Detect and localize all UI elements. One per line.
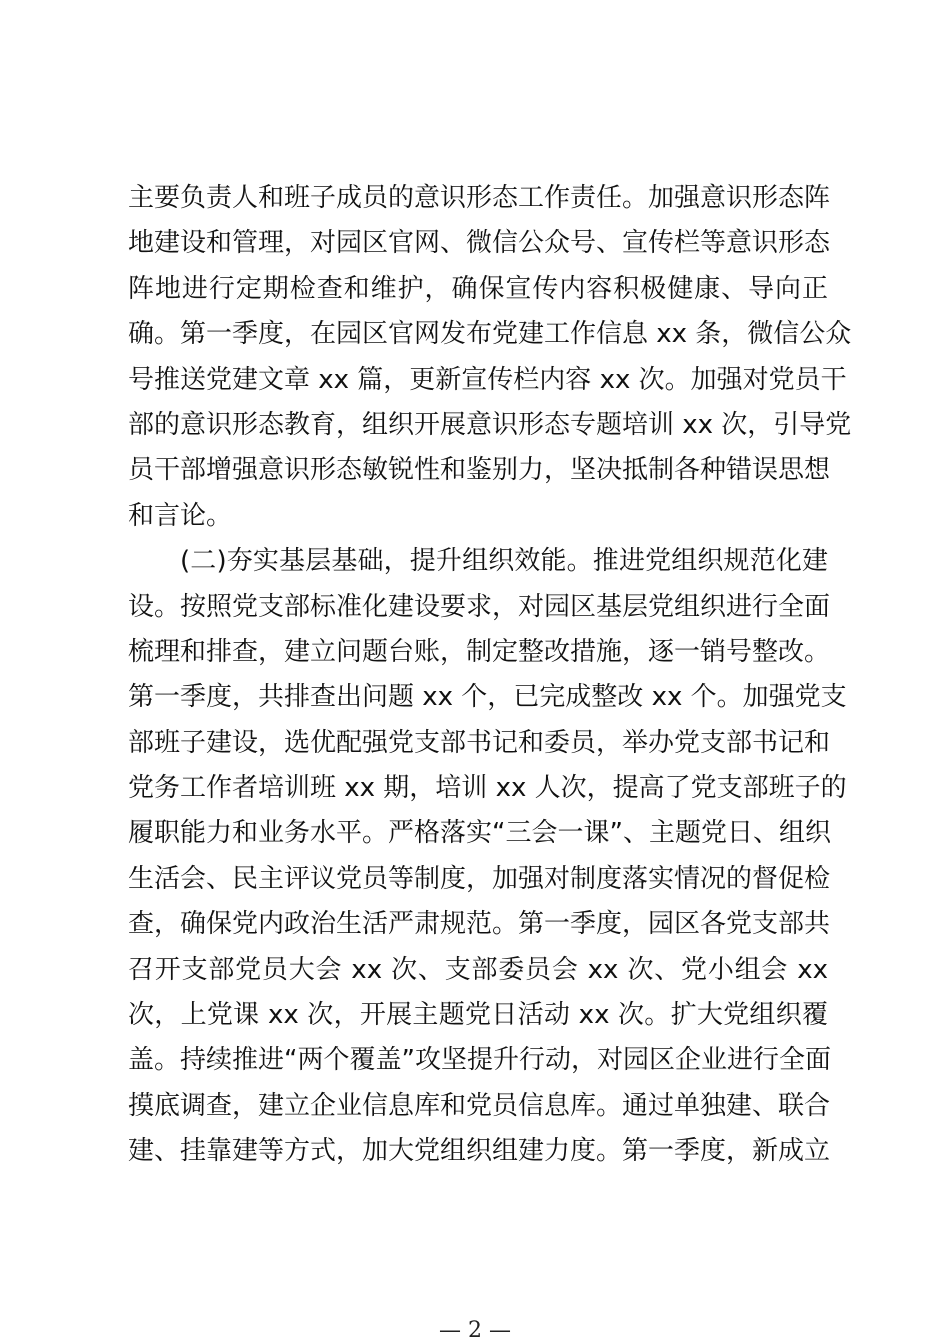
text-line: 号推送党建文章 xx 篇，更新宣传栏内容 xx 次。加强对党员干 bbox=[128, 364, 847, 395]
text-line: 地建设和管理，对园区官网、微信公众号、宣传栏等意识形态 bbox=[128, 228, 831, 259]
text-line: 主要负责人和班子成员的意识形态工作责任。加强意识形态阵 bbox=[128, 183, 831, 213]
text-line: 和言论。 bbox=[128, 500, 233, 531]
text-line: 建、挂靠建等方式，加大党组织组建力度。第一季度，新成立 bbox=[128, 1136, 831, 1167]
text-line: 部的意识形态教育，组织开展意识形态专题培训 xx 次，引导党 bbox=[128, 409, 852, 440]
text-line: 生活会、民主评议党员等制度，加强对制度落实情况的督促检 bbox=[128, 863, 831, 894]
text-line: 部班子建设，选优配强党支部书记和委员，举办党支部书记和 bbox=[128, 727, 831, 758]
text-line: 摸底调查，建立企业信息库和党员信息库。通过单独建、联合 bbox=[128, 1090, 831, 1121]
text-line: 查，确保党内政治生活严肃规范。第一季度，园区各党支部共 bbox=[128, 909, 831, 940]
text-line: 第一季度，共排查出问题 xx 个，已完成整改 xx 个。加强党支 bbox=[128, 682, 847, 713]
text-line: 阵地进行定期检查和维护，确保宣传内容积极健康、导向正 bbox=[128, 273, 828, 304]
text-line: 召开支部党员大会 xx 次、支部委员会 xx 次、党小组会 xx bbox=[128, 954, 828, 985]
text-line: (二)夯实基层基础，提升组织效能。推进党组织规范化建 bbox=[180, 546, 828, 577]
text-line: 党务工作者培训班 xx 期，培训 xx 人次，提高了党支部班子的 bbox=[128, 773, 847, 804]
paragraph-2 bbox=[128, 539, 847, 1174]
text-line: 次，上党课 xx 次，开展主题党日活动 xx 次。扩大党组织覆 bbox=[128, 1000, 828, 1031]
text-line: 梳理和排查，建立问题台账，制定整改措施，逐一销号整改。 bbox=[128, 636, 831, 667]
document-body bbox=[128, 176, 852, 1175]
text-line: 盖。持续推进“两个覆盖”攻坚提升行动，对园区企业进行全面 bbox=[128, 1045, 831, 1076]
text-line: 确。第一季度，在园区官网发布党建工作信息 xx 条，微信公众 bbox=[128, 319, 852, 350]
paragraph-1 bbox=[128, 176, 852, 539]
text-line: 设。按照党支部标准化建设要求，对园区基层党组织进行全面 bbox=[128, 591, 831, 622]
text-line: 履职能力和业务水平。严格落实“三会一课”、主题党日、组织 bbox=[128, 818, 831, 849]
text-line: 员干部增强意识形态敏锐性和鉴别力，坚决抵制各种错误思想 bbox=[128, 455, 831, 486]
page-number: — 2 — bbox=[439, 1318, 511, 1343]
